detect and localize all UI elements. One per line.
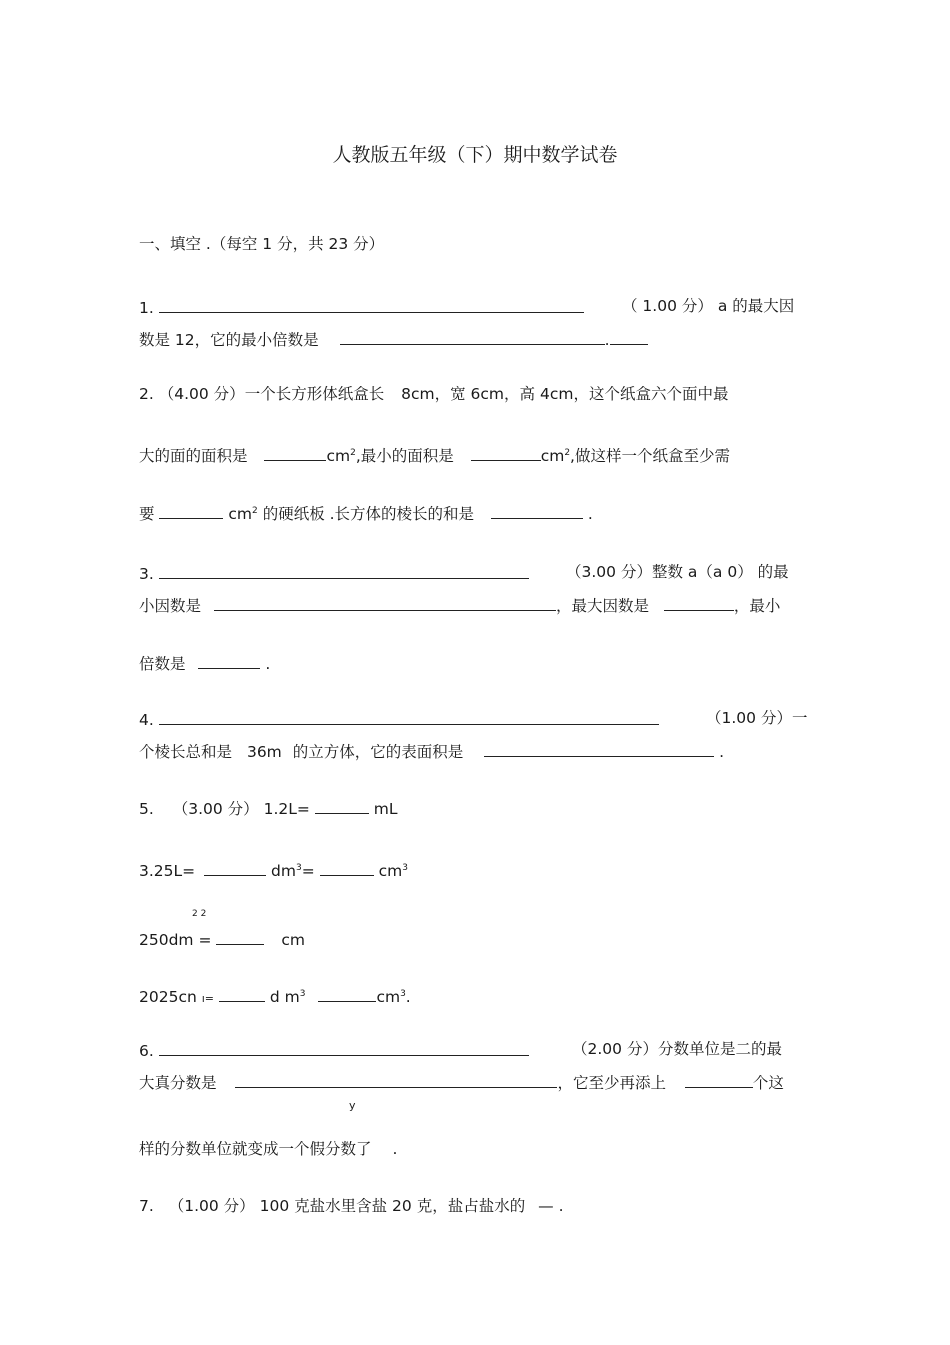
unit-text: cm (228, 505, 253, 524)
question-text: 的最 (757, 563, 789, 581)
question-2-line-2 (139, 443, 730, 466)
page-title: 人教版五年级（下）期中数学试卷 (332, 144, 618, 166)
period: . (604, 331, 610, 349)
answer-blank[interactable] (318, 985, 376, 1002)
question-1-score-line (622, 296, 794, 316)
question-3-line-1 (139, 562, 529, 584)
answer-blank[interactable] (214, 594, 556, 611)
equation-text: 3.25L= (139, 862, 196, 881)
question-text: 小因数是 (139, 597, 202, 615)
question-text: a 的最大因 (717, 297, 795, 315)
question-2-line-3 (139, 501, 593, 524)
answer-blank[interactable] (159, 502, 223, 519)
period: . (265, 655, 271, 673)
question-number: 4. (139, 711, 154, 729)
period: . (719, 743, 725, 761)
answer-blank[interactable] (159, 708, 659, 725)
exponent: 3 (299, 989, 306, 999)
equals-sign: ı= (201, 992, 215, 1006)
question-text: 8cm，宽 6cm，高 4cm，这个纸盒六个面中最 (401, 385, 729, 403)
period: . (587, 505, 593, 524)
question-6-line-2 (139, 1071, 784, 1093)
question-text: 的立方体，它的表面积是 (292, 743, 464, 761)
question-6-line-3 (139, 1139, 397, 1159)
question-4-line-1 (139, 708, 659, 730)
question-score: （2.00 分） (572, 1040, 658, 1058)
question-text: ，最小 (733, 597, 781, 615)
question-number: 5. (139, 800, 154, 818)
equation-text: 2025cn (139, 988, 197, 1007)
unit-text: cm (378, 862, 403, 881)
exponent: 2 (252, 506, 258, 516)
question-text: 大的面的面积是 (139, 447, 248, 466)
answer-blank[interactable] (484, 740, 714, 757)
unit-text: cm (281, 931, 305, 949)
answer-blank[interactable] (264, 444, 326, 461)
question-number: 3. (139, 565, 154, 583)
exponent: 3 (400, 989, 406, 999)
question-6-score-line (572, 1039, 782, 1059)
answer-blank[interactable] (491, 502, 583, 519)
question-3-score-line (566, 562, 789, 582)
question-3-line-2 (139, 594, 780, 616)
answer-blank[interactable] (235, 1071, 557, 1088)
exponent-note: 2 2 (192, 909, 207, 919)
question-text: 倍数是 (139, 655, 186, 673)
question-text: 数是 12，它的最小倍数是 (139, 331, 319, 349)
answer-blank[interactable] (159, 296, 584, 313)
question-1-line-2 (139, 328, 648, 350)
question-text: 整数 (651, 563, 683, 581)
answer-blank[interactable] (610, 328, 648, 345)
stray-mark: y (349, 1099, 356, 1112)
answer-blank[interactable] (315, 797, 369, 814)
question-text: 的硬纸板 .长方体的棱长的和是 (262, 505, 475, 524)
answer-blank[interactable] (471, 444, 541, 461)
section-heading: 一、填空 .（每空 1 分，共 23 分） (139, 235, 385, 253)
answer-blank[interactable] (664, 594, 734, 611)
question-text: （1.00 分） 100 克盐水里含盐 20 克，盐占盐水的 (168, 1197, 526, 1215)
question-text: 个棱长总和是 (139, 743, 233, 761)
question-5-row-1 (139, 797, 398, 819)
question-1-line-1 (139, 296, 584, 318)
equals-sign: = (301, 862, 315, 881)
question-text: 要 (139, 505, 155, 524)
question-score: （3.00 分） (566, 563, 652, 581)
answer-blank[interactable] (159, 562, 529, 579)
question-number: 7. (139, 1197, 154, 1215)
question-text: 分数单位是二的最 (657, 1040, 782, 1058)
equation-text: 250dm = (139, 931, 212, 949)
answer-blank[interactable] (340, 328, 605, 345)
question-text: 36m (246, 743, 282, 761)
question-score: （4.00 分） (158, 385, 245, 403)
question-text: 个这 (752, 1074, 784, 1092)
unit-text: cm (326, 447, 351, 466)
answer-blank[interactable] (198, 652, 260, 669)
question-text: 一个长方形体纸盒长 (244, 385, 385, 403)
question-5-row-4 (139, 984, 411, 1009)
question-6-line-1 (139, 1039, 529, 1061)
answer-blank[interactable] (159, 1039, 529, 1056)
answer-blank[interactable] (204, 859, 266, 876)
exponent: 2 (350, 448, 356, 458)
question-text: 样的分数单位就变成一个假分数了 (139, 1140, 372, 1158)
answer-blank[interactable] (216, 928, 264, 945)
question-2-line-1 (139, 384, 728, 404)
exponent: 3 (295, 863, 302, 873)
unit-text: cm (376, 988, 401, 1007)
question-4-score: （1.00 分）一 (706, 709, 808, 727)
question-5-row-3 (139, 928, 305, 950)
answer-blank[interactable] (320, 859, 374, 876)
answer-blank[interactable] (219, 985, 265, 1002)
question-number: 6. (139, 1042, 154, 1060)
unit-text: d m (269, 988, 300, 1007)
period: . (392, 1140, 398, 1158)
question-5-row-2 (139, 858, 408, 881)
question-number: 1. (139, 299, 154, 317)
answer-blank[interactable]: — . (538, 1197, 564, 1215)
math-expression: a（a 0） (687, 563, 753, 581)
question-text: ,做这样一个纸盒至少需 (570, 447, 730, 466)
question-4-line-2 (139, 740, 724, 762)
question-score: （3.00 分） (172, 800, 259, 818)
question-text: ,最小的面积是 (355, 447, 454, 466)
question-text: 大真分数是 (139, 1074, 217, 1092)
equation-text: 1.2L= (263, 800, 310, 818)
question-3-line-3 (139, 652, 270, 674)
unit-text: dm (271, 862, 296, 881)
answer-blank[interactable] (685, 1071, 753, 1088)
question-score: （ 1.00 分） (622, 297, 713, 315)
exponent: 3 (402, 863, 408, 873)
question-text: ，它至少再添上 (557, 1074, 666, 1092)
question-number: 2. (139, 385, 154, 403)
exponent: 2 (564, 448, 571, 458)
period: . (405, 988, 411, 1007)
unit-text: mL (373, 800, 398, 818)
question-7-line-1 (139, 1196, 564, 1216)
unit-text: cm (540, 447, 565, 466)
question-text: ，最大因数是 (555, 597, 649, 615)
